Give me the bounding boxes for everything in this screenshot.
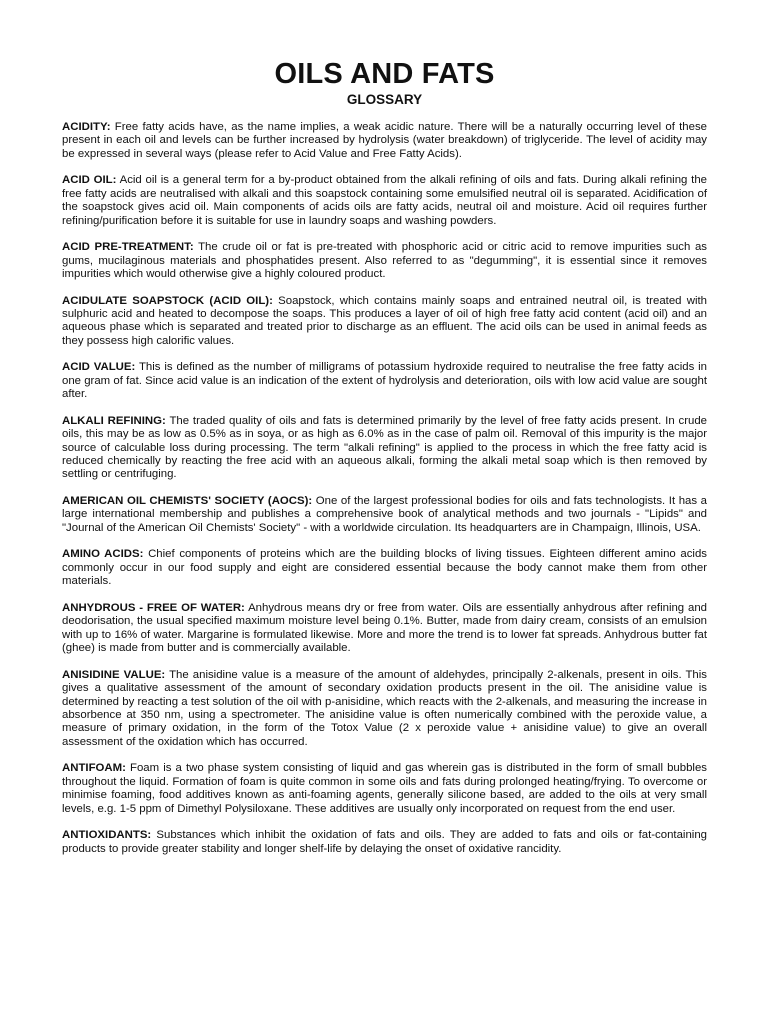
glossary-definition: Substances which inhibit the oxidation of fats and oils. They are added to fats and oils or fat-containing products to provide greater stability and longer shelf-life by delaying the onset of oxidative rancidity.: [62, 829, 707, 855]
glossary-term: AMERICAN OIL CHEMISTS' SOCIETY (AOCS):: [62, 495, 313, 508]
glossary-definition: Foam is a two phase system consisting of liquid and gas wherein gas is distributed in the form of small bubbles throughout the liquid. Formation of foam is quite common in some oils and fats during prolonged heating/frying. To overcome or minimise foaming, food additives known as anti-foaming agents, generally silicone based, are added to the oils at very small levels, e.g. 1-5 ppm of Dimethyl Polysiloxane. These additives are usually only incorporated on request from the end user.: [62, 762, 707, 815]
glossary-entry-anhydrous: [62, 602, 707, 656]
glossary-term: ACID PRE-TREATMENT:: [62, 241, 194, 254]
glossary-definition: This is defined as the number of milligrams of potassium hydroxide required to neutralise the free fatty acids in one gram of fat. Since acid value is an indication of the extent of hydrolysis and deterioration, oils with low acid value are sought after.: [62, 361, 707, 401]
glossary-term: ANTIFOAM:: [62, 762, 126, 775]
glossary-definition: Acid oil is a general term for a by-product obtained from the alkali refining of oils and fats. During alkali refining the free fatty acids are neutralised with alkali and this soapstock containing some emulsified neutral oil is separated. Acidification of the soapstock gives acid oil. Main components of acids oils are fatty acids, neutral oil and moisture. Acid oil requires further refining/purification before it is suitable for use in laundry soaps and washing powders.: [62, 174, 707, 227]
glossary-term: ACID VALUE:: [62, 361, 136, 374]
glossary-definition: The crude oil or fat is pre-treated with phosphoric acid or citric acid to remove impurities such as gums, mucilaginous materials and phosphatides present. Also referred to as "degumming", it is essential since it removes impurities which would otherwise give a highly coloured product.: [62, 241, 707, 281]
glossary-term: ANHYDROUS - FREE OF WATER:: [62, 601, 245, 614]
glossary-entry-acid-oil: [62, 174, 707, 228]
glossary-entry-alkali-refining: [62, 415, 707, 482]
glossary-term: ANTIOXIDANTS:: [62, 829, 152, 842]
glossary-definition: One of the largest professional bodies for oils and fats technologists. It has a large international membership and publishes a comprehensive book of analytical methods and two journals - "Lipids" and "Journal of the American Oil Chemists' Society" - with a worldwide circulation. Its headquarters are in Champaign, Illinois, USA.: [62, 495, 708, 534]
page-subtitle: GLOSSARY: [346, 92, 423, 107]
glossary-term: ANISIDINE VALUE:: [62, 668, 166, 681]
glossary-entry-aocs: [62, 495, 707, 535]
glossary-definition: The anisidine value is a measure of the amount of aldehydes, principally 2-alkenals, present in oils. This gives a qualitative assessment of the amount of secondary oxidation products present in the oil. The anisidine value is determined by reacting a test solution of the oil with p-anisidine, which reacts with the 2-alkenals, and measuring the increase in absorbence at 350 nm, using a spectrometer. The anisidine value is often numerically combined with the peroxide value, a measure of primary oxidation, in the form of the Totox Value (2 x peroxide value + anisidine value) to give an overall assessment of the oxidation which has occurred.: [62, 668, 707, 748]
glossary-entry-acidulate-soapstock: [62, 295, 707, 349]
glossary-definition: The traded quality of oils and fats is determined primarily by the level of free fatty acids present. In crude oils, this may be as low as 0.5% as in soya, or as high as 6.0% as in the case of palm oil. Removal of this impurity is the major source of calculable loss during processing. The term "alkali refining" is applied to the process in which the free fatty acid is reduced chemically by reacting the free acid with an aqueous alkali, forming the alkali metal soap which is then removed by settling or centrifuging.: [62, 414, 707, 481]
glossary-term: ACID OIL:: [62, 174, 117, 187]
glossary-term: ACIDITY:: [62, 121, 111, 133]
glossary-entry-antifoam: [62, 762, 707, 816]
glossary-entry-acidity: [62, 121, 707, 161]
glossary-definition: Chief components of proteins which are the building blocks of living tissues. Eighteen different amino acids commonly occur in our food supply and eight are considered essential because the body cannot make them from other materials.: [62, 548, 707, 588]
glossary-entry-antioxidants: [62, 829, 707, 856]
glossary-definition: Anhydrous means dry or free from water. Oils are essentially anhydrous after refining and deodorisation, the usual specified maximum moisture level being 0.1%. Butter, made from dairy cream, consists of an emulsion with up to 16% of water. Margarine is formulated likewise. More and more the trend is to lower fat spreads. Anhydrous butter fat (ghee) is made from butter and is commercially available.: [62, 601, 707, 655]
glossary-definition: Soapstock, which contains mainly soaps and entrained neutral oil, is treated with sulphuric acid and heated to decompose the soaps. This produces a layer of oil of high free fatty acid content (acid oil) and an aqueous phase which is separated and treated prior to discharge as an effluent. The acid oils can be used in animal feeds as they possess high calorific values.: [62, 294, 707, 347]
glossary-entry-amino-acids: [62, 548, 707, 588]
glossary-entry-anisidine-value: [62, 669, 707, 749]
glossary-term: AMINO ACIDS:: [62, 548, 144, 561]
page-title: OILS AND FATS: [274, 58, 495, 90]
glossary-term: ACIDULATE SOAPSTOCK (ACID OIL):: [62, 294, 273, 307]
glossary-entry-acid-pre-treatment: [62, 241, 707, 281]
glossary-entry-acid-value: [62, 361, 707, 401]
glossary-term: ALKALI REFINING:: [62, 414, 166, 427]
glossary-definition: Free fatty acids have, as the name implies, a weak acidic nature. There will be a naturally occurring level of these present in each oil and levels can be further increased by hydrolysis (water breakdown) of triglyceride. The level of acidity may be expressed in several ways (please refer to Acid Value and Free Fatty Acids).: [62, 121, 707, 160]
glossary-page: [62, 58, 707, 869]
